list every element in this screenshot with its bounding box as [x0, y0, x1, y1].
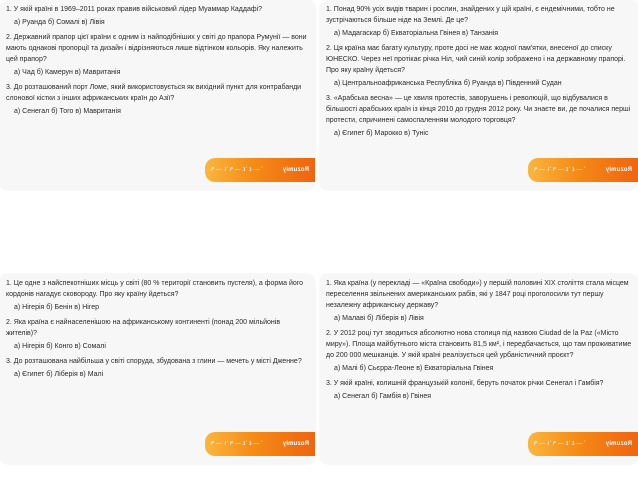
answer-options: а) Сенегал б) Того в) Мавританія [14, 108, 121, 115]
footer-text [211, 432, 309, 456]
card-body [6, 4, 309, 121]
question-block [326, 328, 632, 374]
question-block [326, 278, 632, 324]
footer-pattern: ʼ — ٤ ʼ٩ — ٤ ʼ٩ — ١ [211, 167, 263, 173]
card-body [326, 278, 632, 406]
footer-text [211, 158, 309, 182]
answer-options: а) Нігерія б) Бенін в) Нігер [14, 304, 100, 311]
question-text: 3. До розташований порт Ломе, який використовується як вихідний пункт для контрабанди слонової кістки з інших африканських країн до Азії? [6, 84, 302, 102]
question-block [6, 32, 309, 78]
question-text: 1. У якій країні в 1969–2011 роках правив військовий лідер Муаммар Каддафі? [6, 6, 263, 13]
quiz-card-4 [320, 274, 638, 464]
question-block [326, 43, 632, 89]
footer-text [534, 432, 632, 456]
card-body [6, 278, 309, 384]
question-block [6, 356, 309, 380]
question-block [6, 317, 309, 352]
question-block [326, 378, 632, 402]
question-text: 3. У якій країні, колишній французькій колонії, беруть початок річки Сенегал і Гамбія? [326, 380, 604, 387]
question-text: 2. Державний прапор цієї країни є одним із найподібніших у світі до прапора Румунії — вони мають однакові пропорції та дизайн і відрізняються лише відтінком кольорів. Яку належить цей прапор? [6, 34, 307, 63]
question-block [6, 4, 309, 28]
brand-footer-bar [528, 158, 638, 182]
question-text: 3. «Арабська весна» — це хвиля протестів, заворушень і революцій, що відбувалися в більшості арабських країн із кінця 2010 до грудня 2012 року. Чи знаєте ви, де почалися перші протести, спричинені самоспаленням молодого торговця? [326, 95, 631, 124]
answer-options: а) Малі б) Сьєрра-Леоне в) Екваторіальна Гвінея [334, 365, 494, 372]
answer-options: а) Центральноафриканська Республіка б) Руанда в) Південний Судан [334, 80, 562, 87]
answer-options: а) Мадагаскар б) Екваторіальна Гвінея в) Танзанія [334, 30, 499, 37]
question-text: 1. Понад 90% усіх видів тварин і рослин, знайдених у цій країні, є ендемічними, тобто не зустрічаються більше ніде на Землі. Де це? [326, 6, 615, 24]
answer-options: а) Єгипет б) Ліберія в) Малі [14, 371, 104, 378]
footer-pattern: ʼ — ٤ ʼ٩ — ٤ ʼ٩ — ١ [534, 441, 586, 447]
footer-text [534, 158, 632, 182]
question-block [326, 93, 632, 139]
answer-options: а) Сенегал б) Гамбія в) Гвінея [334, 393, 432, 400]
question-text: 2. Ця країна має багату культуру, проте досі не має жодної пам'ятки, внесеної до списку ЮНЕСКО. Через неї протікає річка Ніл, чий синій колір зображено і на державному прапорі. Про яку країну йдеться? [326, 45, 626, 74]
question-block [6, 82, 309, 117]
answer-options: а) Руанда б) Сомалі в) Лівія [14, 19, 105, 26]
card-body [326, 4, 632, 143]
brand-footer-bar [205, 158, 315, 182]
quiz-card-3 [0, 274, 315, 464]
answer-options: а) Єгипет б) Марокко в) Туніс [334, 130, 429, 137]
question-text: 1. Це одне з найспекотніших місць у світі (80 % території становить пустеля), а форма його кордонів нагадує сковороду. Про яку країну йдеться? [6, 280, 304, 298]
quiz-card-2 [320, 0, 638, 190]
footer-pattern: ʼ — ٤ ʼ٩ — ٤ ʼ٩ — ١ [211, 441, 263, 447]
question-text: 1. Яка країна (у перекладі — «Країна свободи») у першій половині XIX століття стала місцем переселення звільнених американських рабів, які у 1847 році проголосили тут першу незалежну африканську державу? [326, 280, 629, 309]
question-block [6, 278, 309, 313]
question-text: 3. До розташована найбільша у світі споруда, збудована з глини — мечеть у місті Дженне? [6, 358, 302, 365]
quiz-card-1 [0, 0, 315, 190]
question-block [326, 4, 632, 39]
question-text: 2. У 2012 році тут зводиться абсолютно нова столиця під назвою Ciudad de la Paz («Місто миру»). Площа майбутнього міста становить 81,5 км², і передбачається, що там проживатиме до 200 000 мешканців. У якій країні реалізується цей урбаністичний проєкт? [326, 330, 632, 359]
answer-options: а) Малаві б) Ліберія в) Лівія [334, 315, 424, 322]
answer-options: а) Нігерія б) Конго в) Сомалі [14, 343, 106, 350]
brand-footer-bar [205, 432, 315, 456]
brand-name: Rozumiy [605, 441, 632, 447]
footer-pattern: ʼ — ٤ ʼ٩ — ٤ ʼ٩ — ١ [534, 167, 586, 173]
brand-name: Rozumiy [282, 167, 309, 173]
answer-options: а) Чад б) Камерун в) Мавританія [14, 69, 121, 76]
question-text: 2. Яка країна є найнаселенішою на африканському континенті (понад 200 мільйонів жителів)? [6, 319, 281, 337]
brand-name: Rozumiy [605, 167, 632, 173]
brand-name: Rozumiy [282, 441, 309, 447]
brand-footer-bar [528, 432, 638, 456]
